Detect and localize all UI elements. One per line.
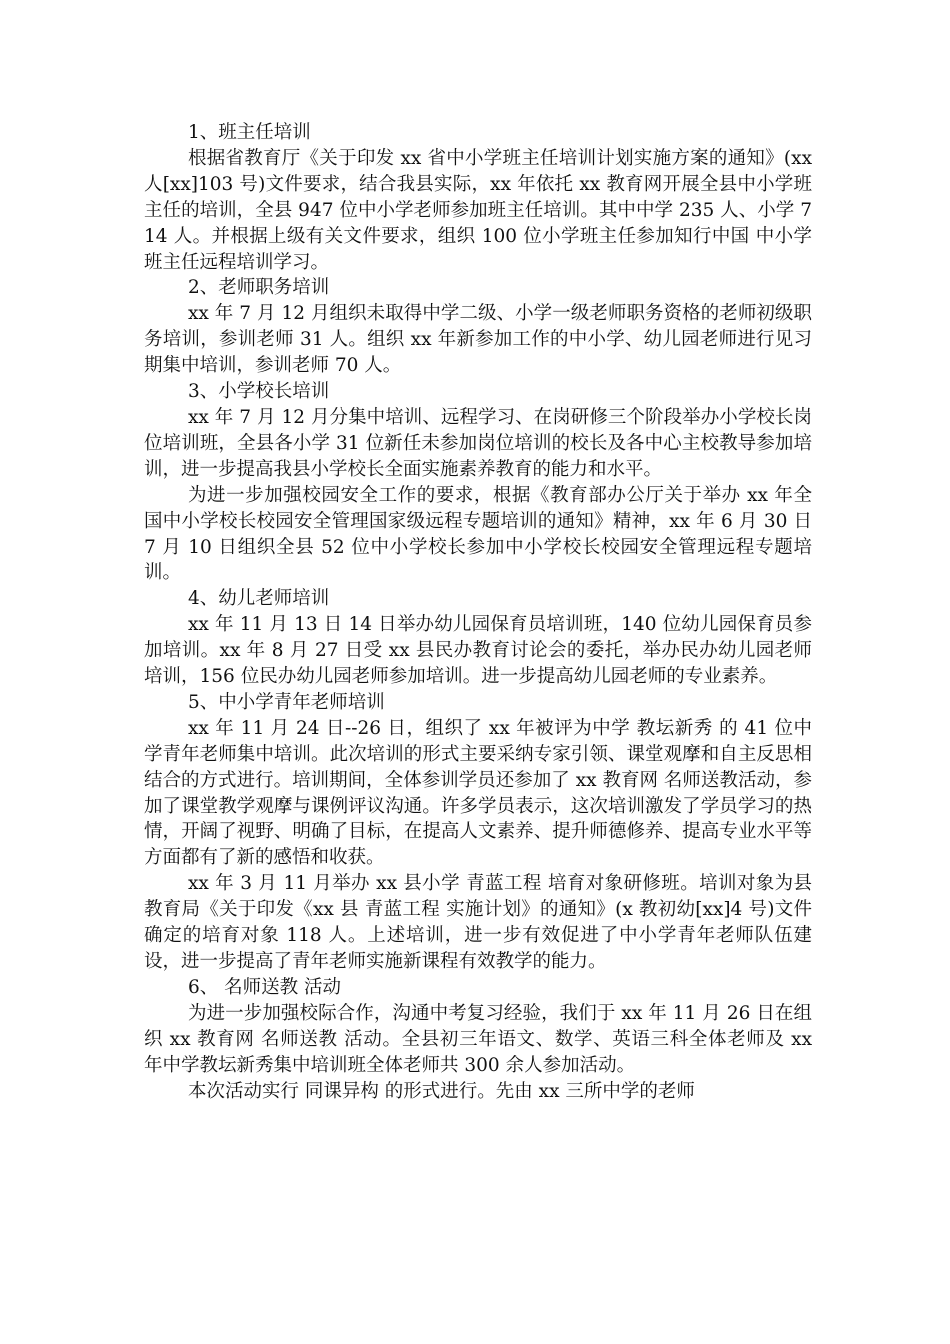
section-heading-famous-teacher-activity: 6、 名师送教 活动 — [188, 976, 342, 998]
paragraph-teacher-title-training: xx 年 7 月 12 月组织未取得中学二级、小学一级老师职务资格的老师初级职务培训，参训老师 31 人。组织 xx 年新参加工作的中小学、幼儿园老师进行见习期集中培训，参训老师 70 人。 — [144, 303, 812, 377]
paragraph-famous-teacher-activity: 为进一步加强校际合作，沟通中考复习经验，我们于 xx 年 11 月 26 日在组织 xx 教育网 名师送教 活动。全县初三年语文、数学、英语三科全体老师及 xx 年中学教坛新秀集中培训班全体老师共 300 余人参加活动。 — [144, 1002, 812, 1076]
paragraph-kindergarten-training: xx 年 11 月 13 日 14 日举办幼儿园保育员培训班，140 位幼儿园保育员参加培训。xx 年 8 月 27 日受 xx 县民办教育讨论会的委托，举办民办幼儿园老师培训，156 位民办幼儿园老师参加培训。进一步提高幼儿园老师的专业素养。 — [144, 614, 812, 688]
paragraph-principal-training: xx 年 7 月 12 月分集中培训、远程学习、在岗研修三个阶段举办小学校长岗位培训班，全县各小学 31 位新任未参加岗位培训的校长及各中心主校教导参加培训，进一步提高我县小学校长全面实施素养教育的能力和水平。 — [144, 406, 812, 480]
section-heading-young-teacher-training: 5、中小学青年老师培训 — [188, 691, 385, 713]
paragraph-same-lesson-activity: 本次活动实行 同课异构 的形式进行。先由 xx 三所中学的老师 — [188, 1080, 695, 1102]
paragraph-young-teacher-training: xx 年 11 月 24 日--26 日，组织了 xx 年被评为中学 教坛新秀 的 41 位中学青年老师集中培训。此次培训的形式主要采纳专家引领、课堂观摩和自主反思相结合的方式进行。培训期间，全体参训学员还参加了 xx 教育网 名师送教活动，参加了课堂教学观摩与课例评议沟通。许多学员表示，这次培训激发了学员学习的热情，开阔了视野、明确了目标，在提高人文素养、提升师德修养、提高专业水平等方面都有了新的感悟和收获。 — [144, 717, 812, 869]
paragraph-campus-safety-training: 为进一步加强校园安全工作的要求，根据《教育部办公厅关于举办 xx 年全国中小学校长校园安全管理国家级远程专题培训的通知》精神，xx 年 6 月 30 日 7 月 10 日组织全县 52 位中小学校长参加中小学校长校园安全管理远程专题培训。 — [144, 484, 812, 584]
document-page — [144, 120, 812, 1104]
section-heading-kindergarten-training: 4、幼儿老师培训 — [188, 588, 330, 610]
paragraph-qinglan-project: xx 年 3 月 11 月举办 xx 县小学 青蓝工程 培育对象研修班。培训对象为县教育局《关于印发《xx 县 青蓝工程 实施计划》的通知》(x 教初幼[xx]4 号)文件确定的培育对象 118 人。上述培训，进一步有效促进了中小学青年老师队伍建设，进一步提高了青年老师实施新课程有效教学的能力。 — [144, 873, 812, 972]
section-heading-teacher-title-training: 2、老师职务培训 — [188, 277, 330, 299]
section-heading-principal-training: 3、小学校长培训 — [188, 381, 330, 403]
paragraph-class-teacher-training: 根据省教育厅《关于印发 xx 省中小学班主任培训计划实施方案的通知》(xx 人[xx]103 号)文件要求，结合我县实际，xx 年依托 xx 教育网开展全县中小学班主任的培训，全县 947 位中小学老师参加班主任培训。其中中学 235 人、小学 714 人。并根据上级有关文件要求，组织 100 位小学班主任参加知行中国 中小学班主任远程培训学习。 — [144, 147, 812, 273]
section-heading-class-teacher-training: 1、班主任培训 — [188, 122, 311, 143]
